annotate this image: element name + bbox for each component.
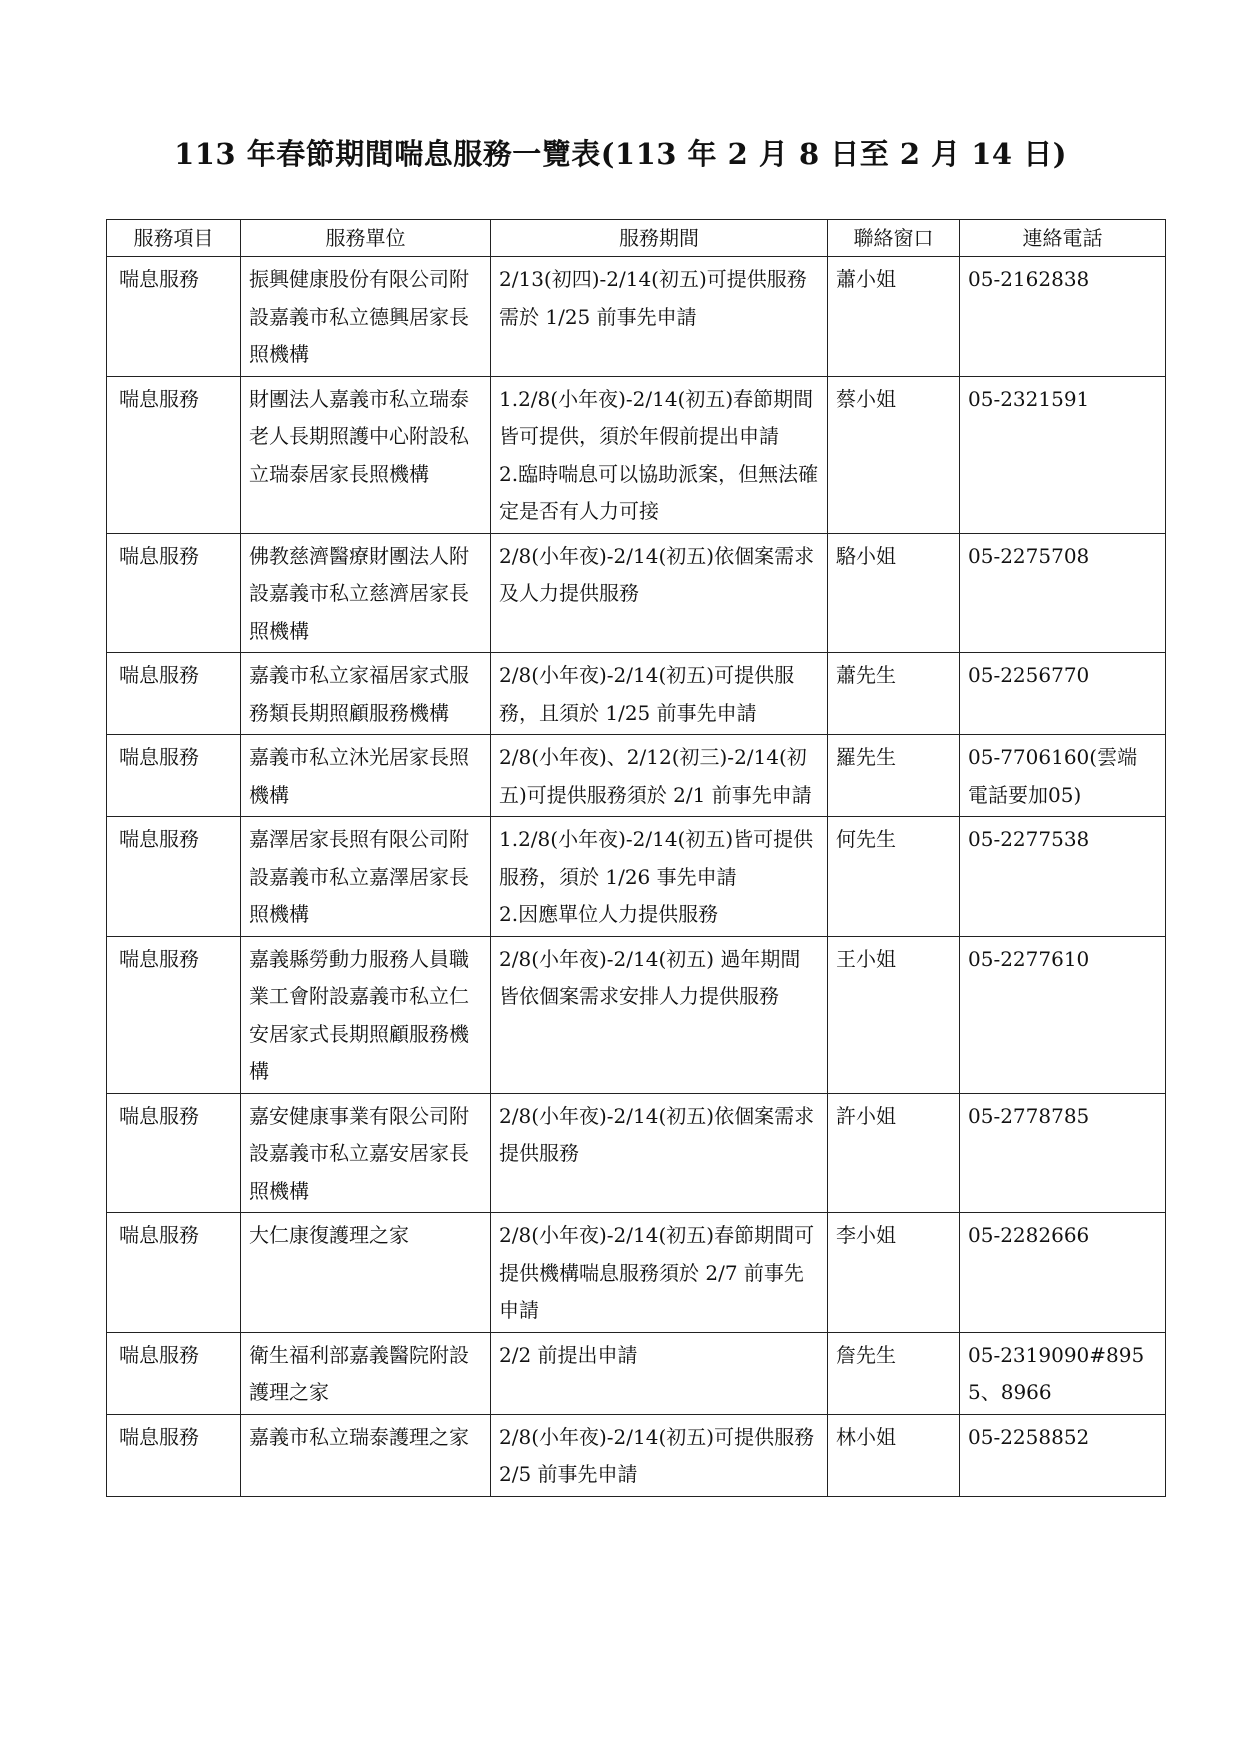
phone-cell: 05-2277538 <box>960 817 1166 937</box>
service-period-cell <box>491 1213 828 1333</box>
service-item-cell: 喘息服務 <box>107 936 241 1093</box>
contact-cell: 王小姐 <box>828 936 960 1093</box>
phone-cell: 05-2321591 <box>960 376 1166 533</box>
service-item-cell: 喘息服務 <box>107 1332 241 1414</box>
service-period-cell <box>491 1414 828 1496</box>
table-row <box>107 653 1166 735</box>
service-period-line: 2.因應單位人力提供服務 <box>499 902 719 926</box>
service-item-cell: 喘息服務 <box>107 817 241 937</box>
service-period-line: 2/8(小年夜)-2/14(初五)春節期間可提供機構喘息服務須於 2/7 前事先申請 <box>499 1223 815 1322</box>
service-period-line: 1.2/8(小年夜)-2/14(初五)春節期間皆可提供，須於年假前提出申請 <box>499 386 814 448</box>
service-period-line: 2/8(小年夜)-2/14(初五) 過年期間皆依個案需求安排人力提供服務 <box>499 946 801 1008</box>
table-row <box>107 533 1166 653</box>
phone-cell: 05-2277610 <box>960 936 1166 1093</box>
service-unit-cell: 嘉義縣勞動力服務人員職業工會附設嘉義市私立仁安居家式長期照顧服務機構 <box>241 936 491 1093</box>
service-period-cell <box>491 533 828 653</box>
service-item-cell: 喘息服務 <box>107 653 241 735</box>
header-service-unit: 服務單位 <box>241 220 491 257</box>
contact-cell: 許小姐 <box>828 1093 960 1213</box>
contact-cell: 蔡小姐 <box>828 376 960 533</box>
service-item-cell: 喘息服務 <box>107 1093 241 1213</box>
table-row <box>107 1414 1166 1496</box>
phone-cell: 05-2282666 <box>960 1213 1166 1333</box>
phone-cell: 05-2319090#8955、8966 <box>960 1332 1166 1414</box>
service-unit-cell: 財團法人嘉義市私立瑞泰老人長期照護中心附設私立瑞泰居家長照機構 <box>241 376 491 533</box>
table-row <box>107 1213 1166 1333</box>
service-unit-cell: 振興健康股份有限公司附設嘉義市私立德興居家長照機構 <box>241 257 491 377</box>
phone-cell: 05-7706160(雲端電話要加05) <box>960 735 1166 817</box>
contact-cell: 林小姐 <box>828 1414 960 1496</box>
service-item-cell: 喘息服務 <box>107 1213 241 1333</box>
table-row <box>107 1332 1166 1414</box>
table-row <box>107 817 1166 937</box>
contact-cell: 何先生 <box>828 817 960 937</box>
service-period-line: 2/8(小年夜)-2/14(初五)依個案需求提供服務 <box>499 1103 815 1165</box>
service-unit-cell: 嘉安健康事業有限公司附設嘉義市私立嘉安居家長照機構 <box>241 1093 491 1213</box>
contact-cell: 蕭先生 <box>828 653 960 735</box>
service-unit-cell: 佛教慈濟醫療財團法人附設嘉義市私立慈濟居家長照機構 <box>241 533 491 653</box>
header-phone: 連絡電話 <box>960 220 1166 257</box>
service-unit-cell: 嘉義市私立家福居家式服務類長期照顧服務機構 <box>241 653 491 735</box>
service-item-cell: 喘息服務 <box>107 257 241 377</box>
service-unit-cell: 嘉義市私立沐光居家長照機構 <box>241 735 491 817</box>
service-unit-cell: 衛生福利部嘉義醫院附設護理之家 <box>241 1332 491 1414</box>
table-header-row <box>107 220 1166 257</box>
service-period-cell <box>491 817 828 937</box>
table-row <box>107 1093 1166 1213</box>
service-period-line: 2.臨時喘息可以協助派案，但無法確定是否有人力可接 <box>499 461 819 523</box>
service-period-line: 2/8(小年夜)-2/14(初五)依個案需求及人力提供服務 <box>499 543 815 605</box>
table-row <box>107 376 1166 533</box>
table-row <box>107 735 1166 817</box>
header-service-item: 服務項目 <box>107 220 241 257</box>
service-period-cell <box>491 936 828 1093</box>
contact-cell: 詹先生 <box>828 1332 960 1414</box>
service-period-cell <box>491 653 828 735</box>
service-period-line: 2/8(小年夜)-2/14(初五)可提供服務 2/5 前事先申請 <box>499 1424 815 1486</box>
service-unit-cell: 大仁康復護理之家 <box>241 1213 491 1333</box>
table-row <box>107 257 1166 377</box>
phone-cell: 05-2258852 <box>960 1414 1166 1496</box>
contact-cell: 蕭小姐 <box>828 257 960 377</box>
phone-cell: 05-2256770 <box>960 653 1166 735</box>
service-period-line: 2/8(小年夜)-2/14(初五)可提供服務，且須於 1/25 前事先申請 <box>499 663 795 725</box>
service-period-cell <box>491 376 828 533</box>
service-item-cell: 喘息服務 <box>107 735 241 817</box>
service-item-cell: 喘息服務 <box>107 533 241 653</box>
phone-cell: 05-2275708 <box>960 533 1166 653</box>
contact-cell: 駱小姐 <box>828 533 960 653</box>
table-row <box>107 936 1166 1093</box>
contact-cell: 羅先生 <box>828 735 960 817</box>
service-period-cell <box>491 257 828 377</box>
service-item-cell: 喘息服務 <box>107 376 241 533</box>
service-period-cell <box>491 1332 828 1414</box>
contact-cell: 李小姐 <box>828 1213 960 1333</box>
service-period-cell <box>491 1093 828 1213</box>
service-period-line: 2/2 前提出申請 <box>499 1342 638 1367</box>
service-period-cell <box>491 735 828 817</box>
header-contact: 聯絡窗口 <box>828 220 960 257</box>
respite-service-table <box>106 219 1166 1497</box>
phone-cell: 05-2162838 <box>960 257 1166 377</box>
page-title: 113 年春節期間喘息服務一覽表(113 年 2 月 8 日至 2 月 14 日) <box>174 137 1067 171</box>
service-period-line: 2/8(小年夜)、2/12(初三)-2/14(初五)可提供服務須於 2/1 前事先申請 <box>499 745 812 807</box>
service-unit-cell: 嘉義市私立瑞泰護理之家 <box>241 1414 491 1496</box>
service-unit-cell: 嘉澤居家長照有限公司附設嘉義市私立嘉澤居家長照機構 <box>241 817 491 937</box>
service-period-line: 1.2/8(小年夜)-2/14(初五)皆可提供服務，須於 1/26 事先申請 <box>499 827 814 889</box>
service-period-line: 2/13(初四)-2/14(初五)可提供服務需於 1/25 前事先申請 <box>499 267 807 329</box>
service-item-cell: 喘息服務 <box>107 1414 241 1496</box>
header-service-period: 服務期間 <box>491 220 828 257</box>
phone-cell: 05-2778785 <box>960 1093 1166 1213</box>
